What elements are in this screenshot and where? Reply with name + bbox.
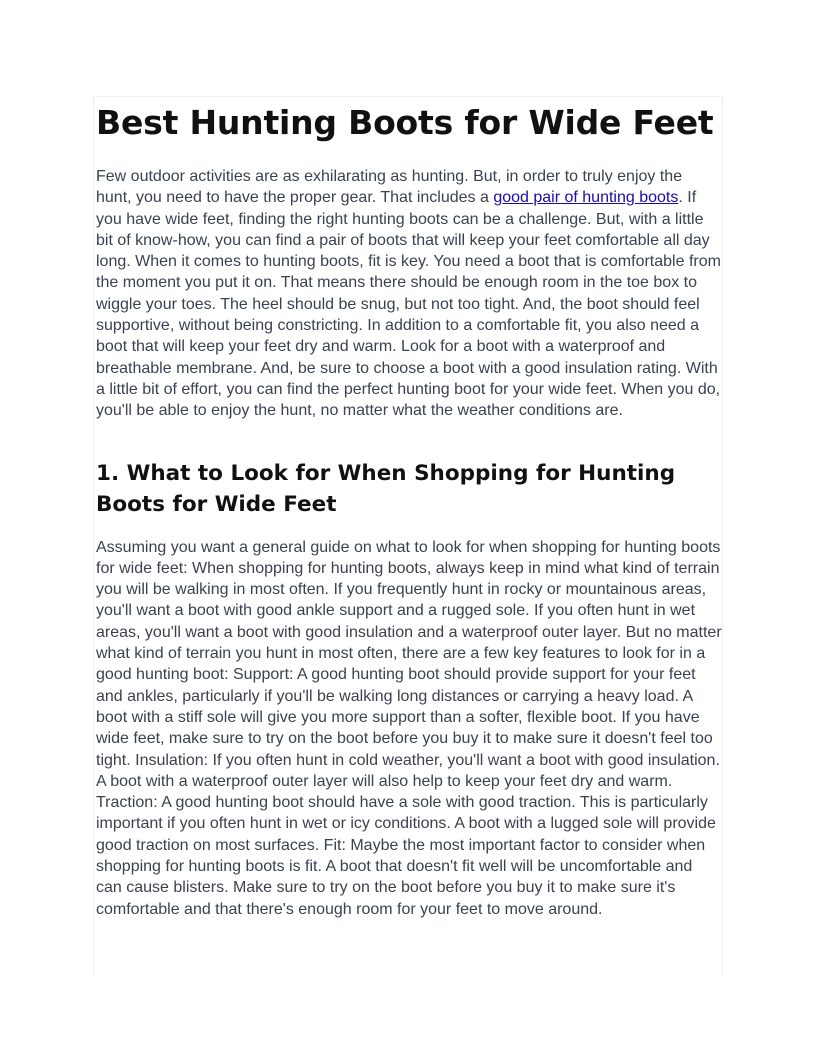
intro-paragraph bbox=[96, 166, 722, 422]
intro-text-after-link: . If you have wide feet, finding the right hunting boots can be a challenge. But, with a little bit of know-how, you can find a pair of boots that will keep your feet comfortable all day long. When it comes to hunting boots, fit is key. You need a boot that is comfortable from the moment you put it on. That means there should be enough room in the toe box to wiggle your toes. The heel should be snug, but not too tight. And, the boot should feel supportive, without being constricting. In addition to a comfortable fit, you also need a boot that will keep your feet dry and warm. Look for a boot with a waterproof and breathable membrane. And, be sure to choose a boot with a good insulation rating. With a little bit of effort, you can find the perfect hunting boot for your wide feet. When you do, you'll be able to enjoy the hunt, no matter what the weather conditions are. bbox=[96, 189, 721, 420]
article bbox=[96, 100, 722, 920]
article-title: Best Hunting Boots for Wide Feet bbox=[96, 103, 714, 142]
section-heading: 1. What to Look for When Shopping for Hunting Boots for Wide Feet bbox=[96, 460, 676, 517]
section-body: Assuming you want a general guide on what to look for when shopping for hunting boots for wide feet: When shopping for hunting boots, always keep in mind what kind of terrain you will be walking in most often. If you frequently hunt in rocky or mountainous areas, you'll want a boot with good ankle support and a rugged sole. If you often hunt in wet areas, you'll want a boot with good insulation and a waterproof outer layer. But no matter what kind of terrain you hunt in most often, there are a few key features to look for in a good hunting boot: Support: A good hunting boot should provide support for your feet and ankles, particularly if you'll be walking long distances or carrying a heavy load. A boot with a stiff sole will give you more support than a softer, flexible boot. If you have wide feet, make sure to try on the boot before you buy it to make sure it doesn't feel too tight. Insulation: If you often hunt in cold weather, you'll want a boot with good insulation. A boot with a waterproof outer layer will also help to keep your feet dry and warm. Traction: A good hunting boot should have a sole with good traction. This is particularly important if you often hunt in wet or icy conditions. A boot with a lugged sole will provide good traction on most surfaces. Fit: Maybe the most important factor to consider when shopping for hunting boots is fit. A boot that doesn't fit well will be uncomfortable and can cause blisters. Make sure to try on the boot before you buy it to make sure it's comfortable and that there's enough room for your feet to move around. bbox=[96, 538, 722, 918]
intro-text-before-link: Few outdoor activities are as exhilarating as hunting. But, in order to truly enjoy the hunt, you need to have the proper gear. That includes a bbox=[96, 168, 683, 207]
hunting-boots-link[interactable]: good pair of hunting boots bbox=[493, 189, 679, 207]
